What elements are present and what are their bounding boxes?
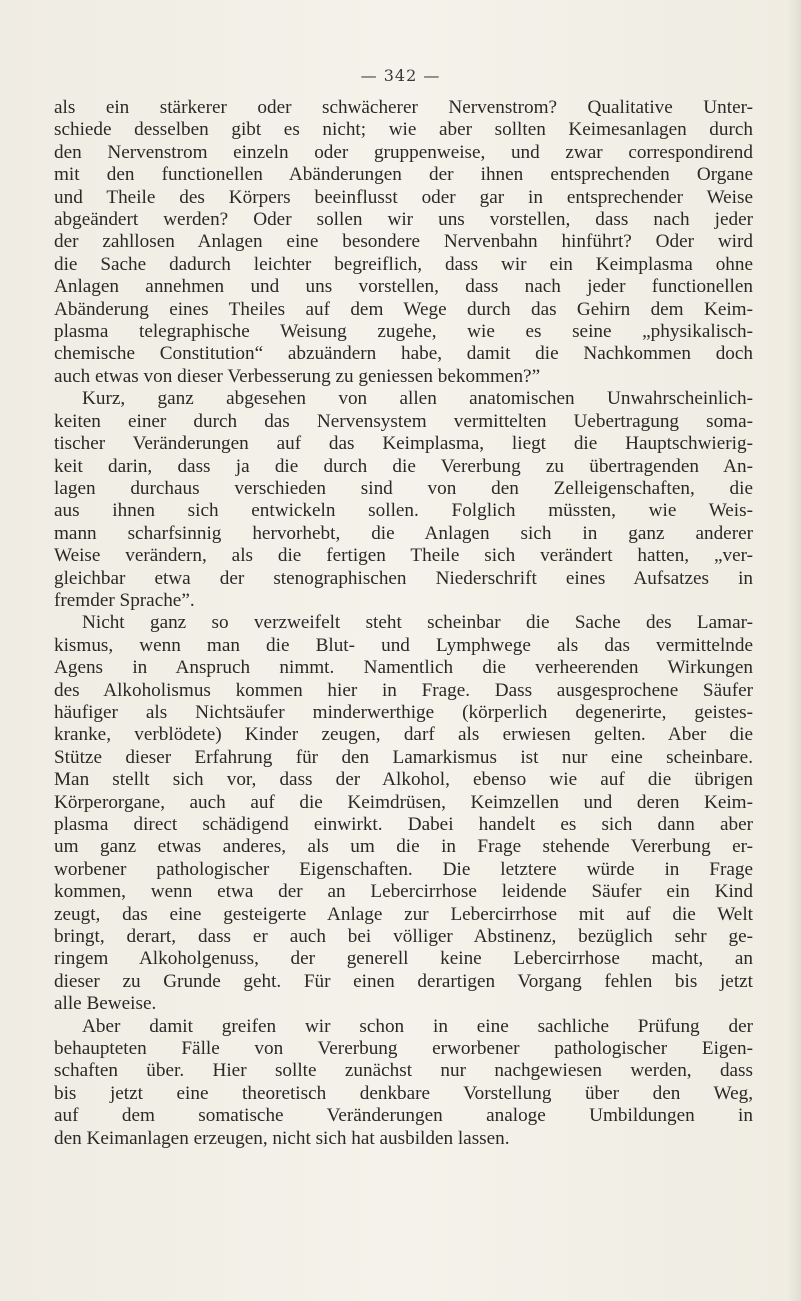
text-line: gleichbar etwa der stenographischen Niederschrift eines Aufsatzes in [54, 567, 753, 589]
text-line: kranke, verblödete) Kinder zeugen, darf als erwiesen gelten. Aber die [54, 724, 753, 746]
text-line: auch etwas von dieser Verbesserung zu geniessen bekommen?” [54, 365, 541, 387]
text-line: Agens in Anspruch nimmt. Namentlich die verheerenden Wirkungen [54, 657, 753, 679]
text-line: häufiger als Nichtsäufer minderwerthige (körperlich degenerirte, geistes- [54, 701, 753, 723]
text-line: den Keimanlagen erzeugen, nicht sich hat ausbilden lassen. [54, 1127, 510, 1149]
text-line: um ganz etwas anderes, als um die in Frage stehende Vererbung er- [54, 836, 753, 858]
text-line: lagen durchaus verschieden sind von den Zelleigenschaften, die [54, 477, 753, 499]
text-line: mit den functionellen Abänderungen der ihnen entsprechenden Organe [54, 164, 753, 186]
paragraph-2 [54, 388, 753, 612]
text-line: der zahllosen Anlagen eine besondere Nervenbahn hinführt? Oder wird [54, 231, 753, 253]
text-line: chemische Constitution“ abzuändern habe, damit die Nachkommen doch [54, 343, 753, 365]
text-line: kismus, wenn man die Blut- und Lymphwege als das vermittelnde [54, 634, 753, 656]
text-line: Abänderung eines Theiles auf dem Wege durch das Gehirn dem Keim- [54, 298, 753, 320]
text-line: behaupteten Fälle von Vererbung erworbener pathologischer Eigen- [54, 1038, 753, 1060]
text-line: mann scharfsinnig hervorhebt, die Anlagen sich in ganz anderer [54, 522, 753, 544]
text-line: dieser zu Grunde geht. Für einen derartigen Vorgang fehlen bis jetzt [54, 970, 753, 992]
text-line: tischer Veränderungen auf das Keimplasma, liegt die Hauptschwierig- [54, 433, 753, 455]
paragraph-4 [54, 1016, 753, 1150]
text-line: Nicht ganz so verzweifelt steht scheinbar die Sache des Lamar- [82, 612, 753, 634]
text-line: Kurz, ganz abgesehen von allen anatomischen Unwahrscheinlich- [82, 388, 753, 410]
text-line: zeugt, das eine gesteigerte Anlage zur Lebercirrhose mit auf die Welt [54, 903, 753, 925]
text-line: abgeändert werden? Oder sollen wir uns vorstellen, dass nach jeder [54, 209, 753, 231]
text-line: Man stellt sich vor, dass der Alkohol, ebenso wie auf die übrigen [54, 769, 753, 791]
paragraph-1 [54, 97, 753, 388]
text-line: Aber damit greifen wir schon in eine sachliche Prüfung der [82, 1015, 753, 1037]
text-line: alle Beweise. [54, 993, 157, 1015]
text-line: Stütze dieser Erfahrung für den Lamarkismus ist nur eine scheinbare. [54, 746, 753, 768]
text-line: bis jetzt eine theoretisch denkbare Vorstellung über den Weg, [54, 1082, 753, 1104]
text-line: plasma direct schädigend einwirkt. Dabei handelt es sich dann aber [54, 814, 753, 835]
text-line: keiten einer durch das Nervensystem vermittelten Uebertragung soma- [54, 410, 753, 432]
text-line: und Theile des Körpers beeinflusst oder gar in entsprechender Weise [54, 186, 753, 208]
text-line: aus ihnen sich entwickeln sollen. Folglich müssten, wie Weis- [54, 500, 753, 522]
text-line: fremder Sprache”. [54, 589, 195, 611]
text-line: die Sache dadurch leichter begreiflich, dass wir ein Keimplasma ohne [54, 253, 753, 275]
text-line: auf dem somatische Veränderungen analoge Umbildungen in [54, 1105, 753, 1127]
body-text [54, 97, 753, 1150]
text-line: ringem Alkoholgenuss, der generell keine Lebercirrhose macht, an [54, 948, 753, 970]
text-line: Anlagen annehmen und uns vorstellen, dass nach jeder functionellen [54, 276, 753, 298]
page-number: — 342 — [360, 66, 441, 85]
text-line: Weise verändern, als die fertigen Theile sich verändert hatten, „ver- [54, 545, 753, 567]
text-line: schaften über. Hier sollte zunächst nur nachgewiesen werden, dass [54, 1060, 753, 1082]
text-line: schiede desselben gibt es nicht; wie aber sollten Keimesanlagen durch [54, 119, 753, 141]
text-line: Körperorgane, auch auf die Keimdrüsen, Keimzellen und deren Keim- [54, 791, 753, 813]
text-line: kommen, wenn etwa der an Lebercirrhose leidende Säufer ein Kind [54, 881, 753, 903]
text-line: keit darin, dass ja die durch die Vererbung zu übertragenden An- [54, 455, 753, 477]
text-line: als ein stärkerer oder schwächerer Nervenstrom? Qualitative Unter- [54, 97, 753, 118]
text-line: worbener pathologischer Eigenschaften. Die letztere würde in Frage [54, 858, 753, 880]
text-line: bringt, derart, dass er auch bei völliger Abstinenz, bezüglich sehr ge- [54, 926, 753, 948]
text-line: den Nervenstrom einzeln oder gruppenweise, und zwar correspondirend [54, 141, 753, 163]
text-line: des Alkoholismus kommen hier in Frage. Dass ausgesprochene Säufer [54, 679, 753, 701]
paragraph-3 [54, 612, 753, 1015]
page-edge-shadow [787, 0, 801, 1301]
text-line: plasma telegraphische Weisung zugehe, wie es seine „physikalisch- [54, 321, 753, 343]
